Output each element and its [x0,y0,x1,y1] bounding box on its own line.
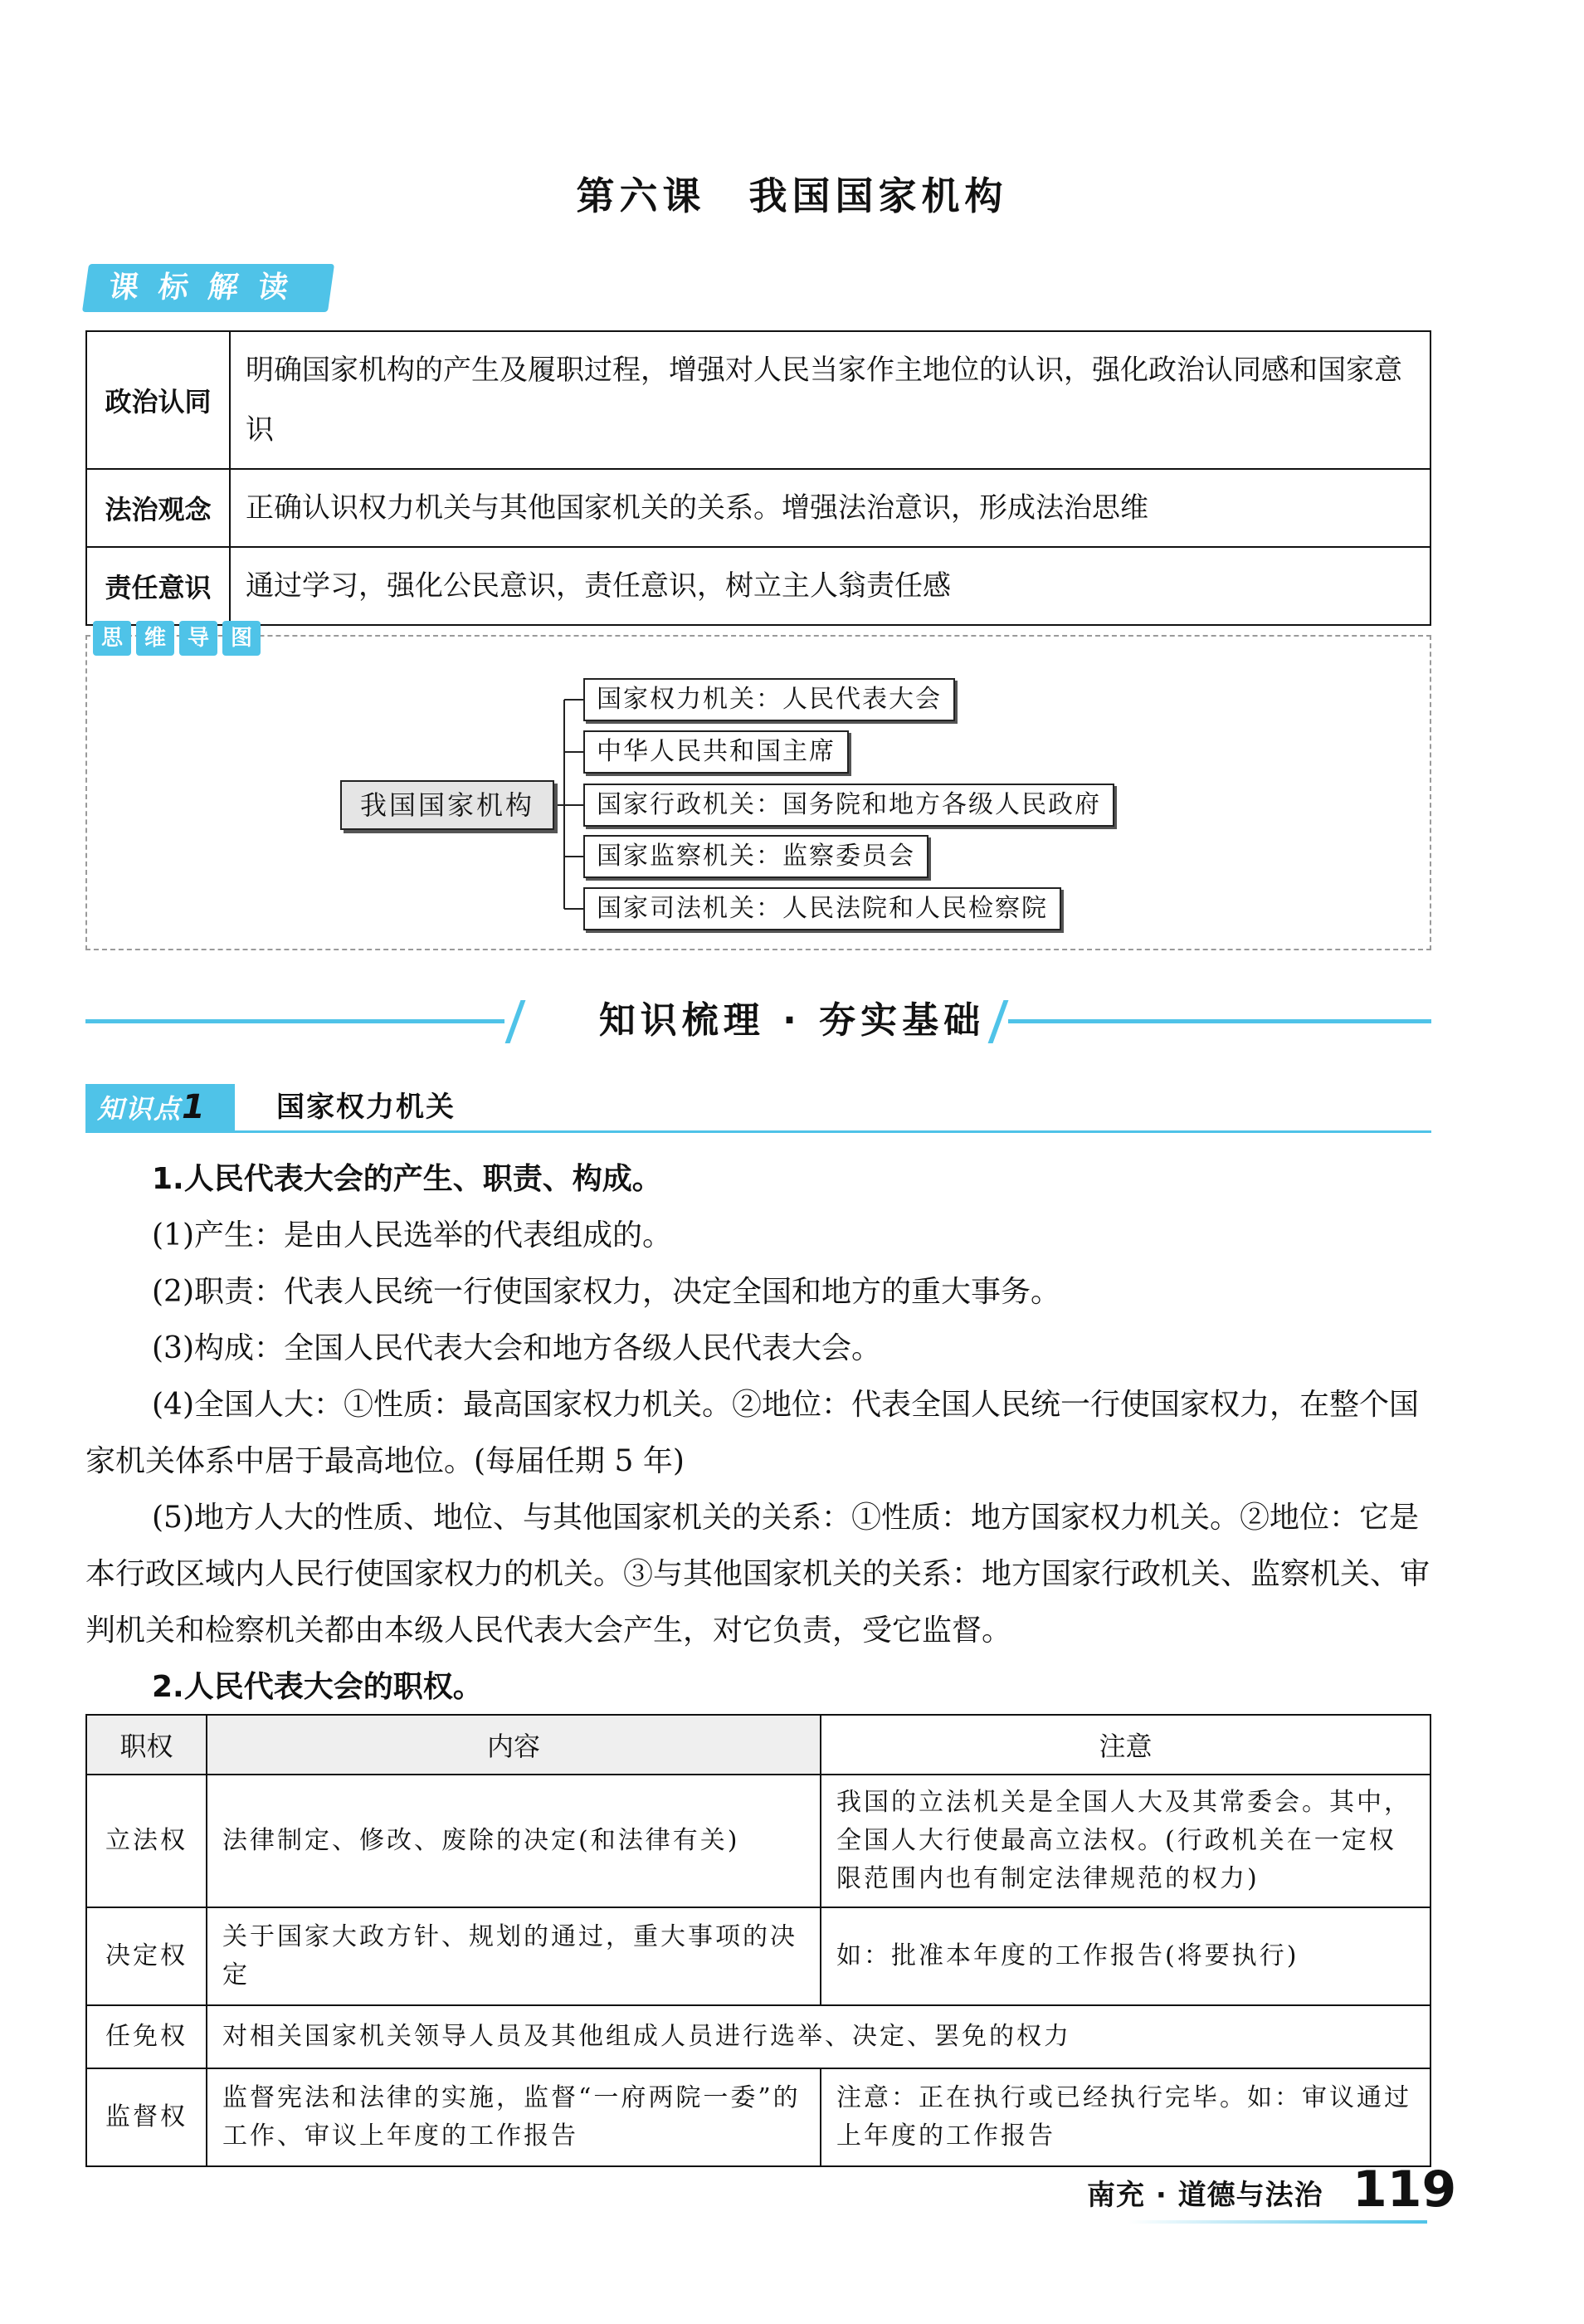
mindmap-tag-char: 导 [179,621,217,656]
standards-value: 正确认识权力机关与其他国家机关的关系。增强法治意识，形成法治思维 [230,469,1430,547]
powers-table [85,1714,1431,2167]
power-content: 关于国家大政方针、规划的通过，重大事项的决定 [207,1907,821,2005]
page-number: 119 [1352,2160,1457,2219]
paragraph: (5)地方人大的性质、地位、与其他国家机关的关系：①性质：地方国家权力机关。②地位：它是本行政区域内人民行使国家权力的机关。③与其他国家机关的关系：地方国家行政机关、监察机关、审判机关和检察机关都由本级人民代表大会产生，对它负责，受它监督。 [85,1501,1430,1648]
knowledge-point-underline [85,1130,1431,1133]
powers-row [86,2005,1430,2068]
paragraph: (2)职责：代表人民统一行使国家权力，决定全国和地方的重大事务。 [152,1275,1060,1309]
paragraph-heading: 1.人民代表大会的产生、职责、构成。 [152,1162,662,1196]
power-name: 任免权 [86,2005,207,2068]
knowledge-point-title: 国家权力机关 [276,1091,456,1124]
power-name: 决定权 [86,1907,207,2005]
knowledge-point-label: 知识点 [97,1093,183,1125]
mindmap-tag-char: 图 [222,621,261,656]
powers-row [86,1907,1430,2005]
mindmap-tag-char: 维 [136,621,174,656]
power-content: 监督宪法和法律的实施，监督“一府两院一委”的工作、审议上年度的工作报告 [207,2068,821,2166]
powers-row [86,1775,1430,1907]
mindmap-node: 国家权力机关：人民代表大会 [583,678,955,721]
paragraph-heading: 2.人民代表大会的职权。 [152,1670,483,1704]
mindmap-node: 国家司法机关：人民法院和人民检察院 [583,887,1061,930]
standards-value: 通过学习，强化公民意识，责任意识，树立主人翁责任感 [230,547,1430,625]
footer-text: 南充 · 道德与法治 [1087,2179,1323,2212]
paragraph: (4)全国人大：①性质：最高国家权力机关。②地位：代表全国人民统一行使国家权力，在整个国家机关体系中居于最高地位。(每届任期 5 年) [85,1388,1419,1478]
knowledge-point-number: 1 [182,1088,207,1126]
power-note: 注意：正在执行或已经执行完毕。如：审议通过上年度的工作报告 [821,2068,1430,2166]
powers-header: 注意 [821,1715,1430,1775]
mindmap-tag-char: 思 [93,621,131,656]
standards-tag: 课标解读 [82,264,334,312]
knowledge-point-tag [85,1084,235,1130]
powers-row [86,2068,1430,2166]
mindmap-node: 国家监察机关：监察委员会 [583,835,928,878]
power-note: 如：批准本年度的工作报告(将要执行) [821,1907,1430,2005]
standards-value: 明确国家机构的产生及履职过程，增强对人民当家作主地位的认识，强化政治认同感和国家意识 [230,331,1430,469]
paragraph: (1)产生：是由人民选举的代表组成的。 [152,1218,672,1252]
mindmap-node: 中华人民共和国主席 [583,730,849,774]
power-content: 对相关国家机关领导人员及其他组成人员进行选举、决定、罢免的权力 [207,2005,1430,2068]
footer-underline [1128,2220,1427,2224]
standards-key: 法治观念 [86,469,230,547]
lesson-title: 第六课 我国国家机构 [576,173,1008,218]
power-note: 我国的立法机关是全国人大及其常委会。其中，全国人大行使最高立法权。(行政机关在一定权限范围内也有制定法律规范的权力) [821,1775,1430,1907]
mindmap-root: 我国国家机构 [340,780,554,830]
section-header [0,992,1584,1050]
power-name: 立法权 [86,1775,207,1907]
powers-header-row [86,1715,1430,1775]
powers-header: 内容 [207,1715,821,1775]
body-text [85,1151,1431,1716]
standards-key: 责任意识 [86,547,230,625]
paragraph: (3)构成：全国人民代表大会和地方各级人民代表大会。 [152,1331,881,1365]
powers-header: 职权 [86,1715,207,1775]
mindmap-node: 国家行政机关：国务院和地方各级人民政府 [583,784,1114,827]
standards-key: 政治认同 [86,331,230,469]
section-line-right [1008,1019,1431,1023]
power-name: 监督权 [86,2068,207,2166]
section-title: 知识梳理 · 夯实基础 [598,999,986,1042]
power-content: 法律制定、修改、废除的决定(和法律有关) [207,1775,821,1907]
